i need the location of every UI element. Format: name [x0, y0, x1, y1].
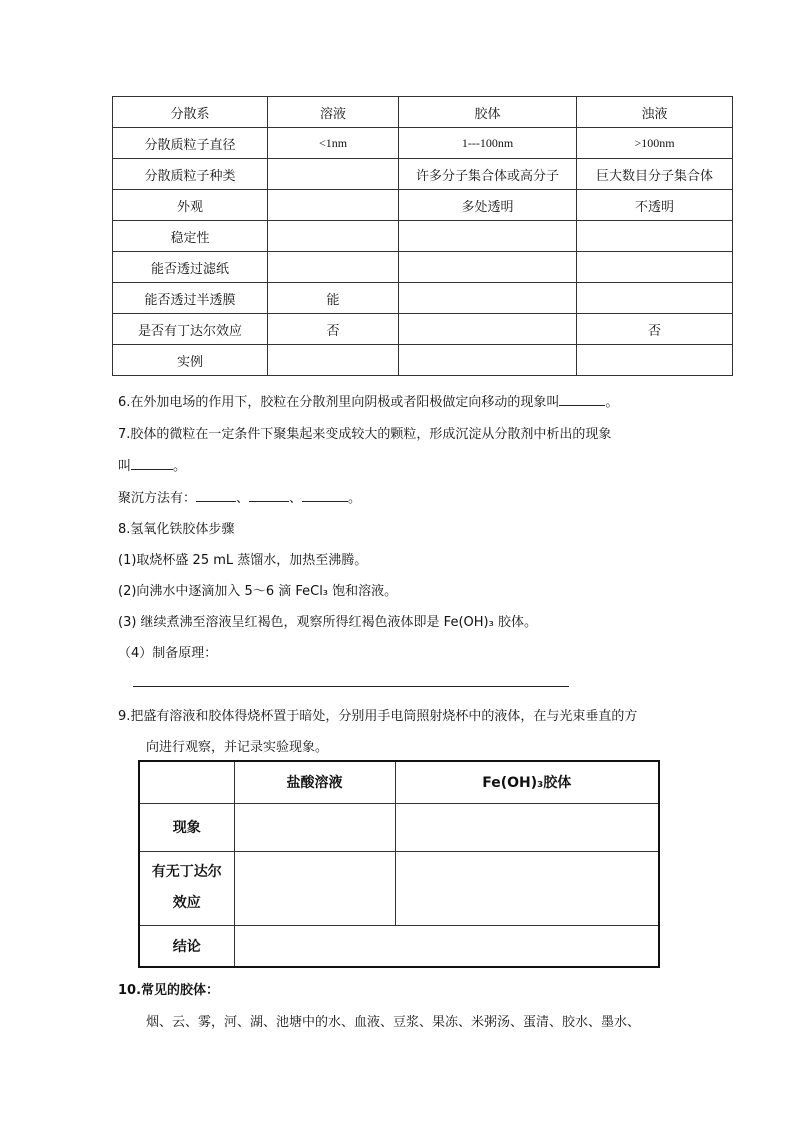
header-cell: Fe(OH)₃胶体	[395, 761, 659, 803]
table-cell	[577, 252, 733, 283]
answer-cell[interactable]	[234, 851, 395, 925]
row-label: 稳定性	[113, 221, 268, 252]
row-label: 能否透过滤纸	[113, 252, 268, 283]
table-cell: 多处透明	[399, 190, 577, 221]
answer-blank[interactable]	[131, 457, 173, 470]
header-cell: 盐酸溶液	[234, 761, 395, 803]
table-cell: 不透明	[577, 190, 733, 221]
answer-blank[interactable]	[196, 489, 236, 502]
dispersion-comparison-table	[112, 96, 733, 376]
question-9-line1: 9.把盛有溶液和胶体得烧杯置于暗处，分别用手电筒照射烧杯中的液体，在与光束垂直的方	[118, 709, 638, 724]
table-cell	[399, 283, 577, 314]
separator: 、	[236, 491, 250, 506]
table-cell	[577, 283, 733, 314]
table-cell	[399, 345, 577, 376]
table-cell: 否	[577, 314, 733, 345]
table-cell: 巨大数目分子集合体	[577, 159, 733, 190]
table-row	[139, 851, 659, 925]
table-row	[139, 803, 659, 851]
question-10-examples: 烟、云、雾，河、湖、池塘中的水、血液、豆浆、果冻、米粥汤、蛋清、胶水、墨水、	[146, 1015, 641, 1030]
table-cell	[268, 252, 399, 283]
punctuation: 。	[173, 459, 187, 474]
table-row	[113, 345, 733, 376]
punctuation: 。	[605, 395, 619, 410]
table-cell	[268, 345, 399, 376]
question-9-line2: 向进行观察，并记录实验现象。	[146, 740, 329, 755]
table-cell	[268, 221, 399, 252]
separator: 、	[289, 491, 303, 506]
answer-blank[interactable]	[249, 489, 289, 502]
table-row	[113, 221, 733, 252]
row-label-line: 效应	[172, 895, 201, 911]
table-header-row	[139, 761, 659, 803]
header-cell: 浊液	[577, 97, 733, 128]
question-7-line2	[118, 455, 186, 474]
table-row	[139, 925, 659, 967]
row-label: 外观	[113, 190, 268, 221]
table-cell: >100nm	[577, 128, 733, 159]
answer-cell[interactable]	[234, 925, 659, 967]
question-text: 6.在外加电场的作用下，胶粒在分散剂里向阴极或者阳极做定向移动的现象叫	[118, 395, 560, 410]
table-cell: 否	[268, 314, 399, 345]
question-6	[118, 391, 618, 410]
question-7-line1: 7.胶体的微粒在一定条件下聚集起来变成较大的颗粒，形成沉淀从分散剂中析出的现象	[118, 427, 612, 442]
question-7-methods	[118, 487, 361, 506]
row-label: 结论	[139, 925, 234, 967]
row-label: 实例	[113, 345, 268, 376]
row-label: 现象	[139, 803, 234, 851]
question-10-title: 10.常见的胶体：	[118, 983, 220, 998]
table-row	[113, 128, 733, 159]
header-cell: 胶体	[399, 97, 577, 128]
row-label: 能否透过半透膜	[113, 283, 268, 314]
table-cell: 许多分子集合体或高分子	[399, 159, 577, 190]
row-label-line: 有无丁达尔	[151, 864, 222, 880]
table-row	[113, 283, 733, 314]
header-cell: 分散系	[113, 97, 268, 128]
table-cell	[399, 314, 577, 345]
punctuation: 。	[348, 491, 362, 506]
tyndall-experiment-table	[138, 760, 660, 968]
table-cell	[577, 221, 733, 252]
answer-line[interactable]	[133, 686, 569, 687]
row-label	[139, 851, 234, 925]
table-cell	[268, 190, 399, 221]
answer-cell[interactable]	[395, 851, 659, 925]
table-row	[113, 190, 733, 221]
table-cell	[399, 221, 577, 252]
row-label: 分散质粒子直径	[113, 128, 268, 159]
table-row	[113, 314, 733, 345]
row-label: 是否有丁达尔效应	[113, 314, 268, 345]
answer-cell[interactable]	[395, 803, 659, 851]
table-row	[113, 159, 733, 190]
question-8-step2: (2)向沸水中逐滴加入 5～6 滴 FeCl₃ 饱和溶液。	[118, 584, 398, 599]
answer-blank[interactable]	[559, 393, 605, 406]
question-text: 叫	[118, 459, 132, 474]
table-cell: <1nm	[268, 128, 399, 159]
table-cell	[399, 252, 577, 283]
row-label: 分散质粒子种类	[113, 159, 268, 190]
answer-blank[interactable]	[302, 489, 348, 502]
question-8-step4: （4）制备原理：	[118, 646, 218, 661]
table-row	[113, 252, 733, 283]
question-text: 聚沉方法有：	[118, 491, 197, 506]
header-cell: 溶液	[268, 97, 399, 128]
table-cell	[577, 345, 733, 376]
table-cell	[268, 159, 399, 190]
question-8-step3: (3) 继续煮沸至溶液呈红褐色，观察所得红褐色液体即是 Fe(OH)₃ 胶体。	[118, 615, 537, 630]
table-cell: 能	[268, 283, 399, 314]
answer-cell[interactable]	[234, 803, 395, 851]
table-cell: 1---100nm	[399, 128, 577, 159]
question-8-step1: (1)取烧杯盛 25 mL 蒸馏水，加热至沸腾。	[118, 553, 368, 568]
question-8-title: 8.氢氧化铁胶体步骤	[118, 522, 235, 537]
empty-cell	[139, 761, 234, 803]
table-header-row	[113, 97, 733, 128]
